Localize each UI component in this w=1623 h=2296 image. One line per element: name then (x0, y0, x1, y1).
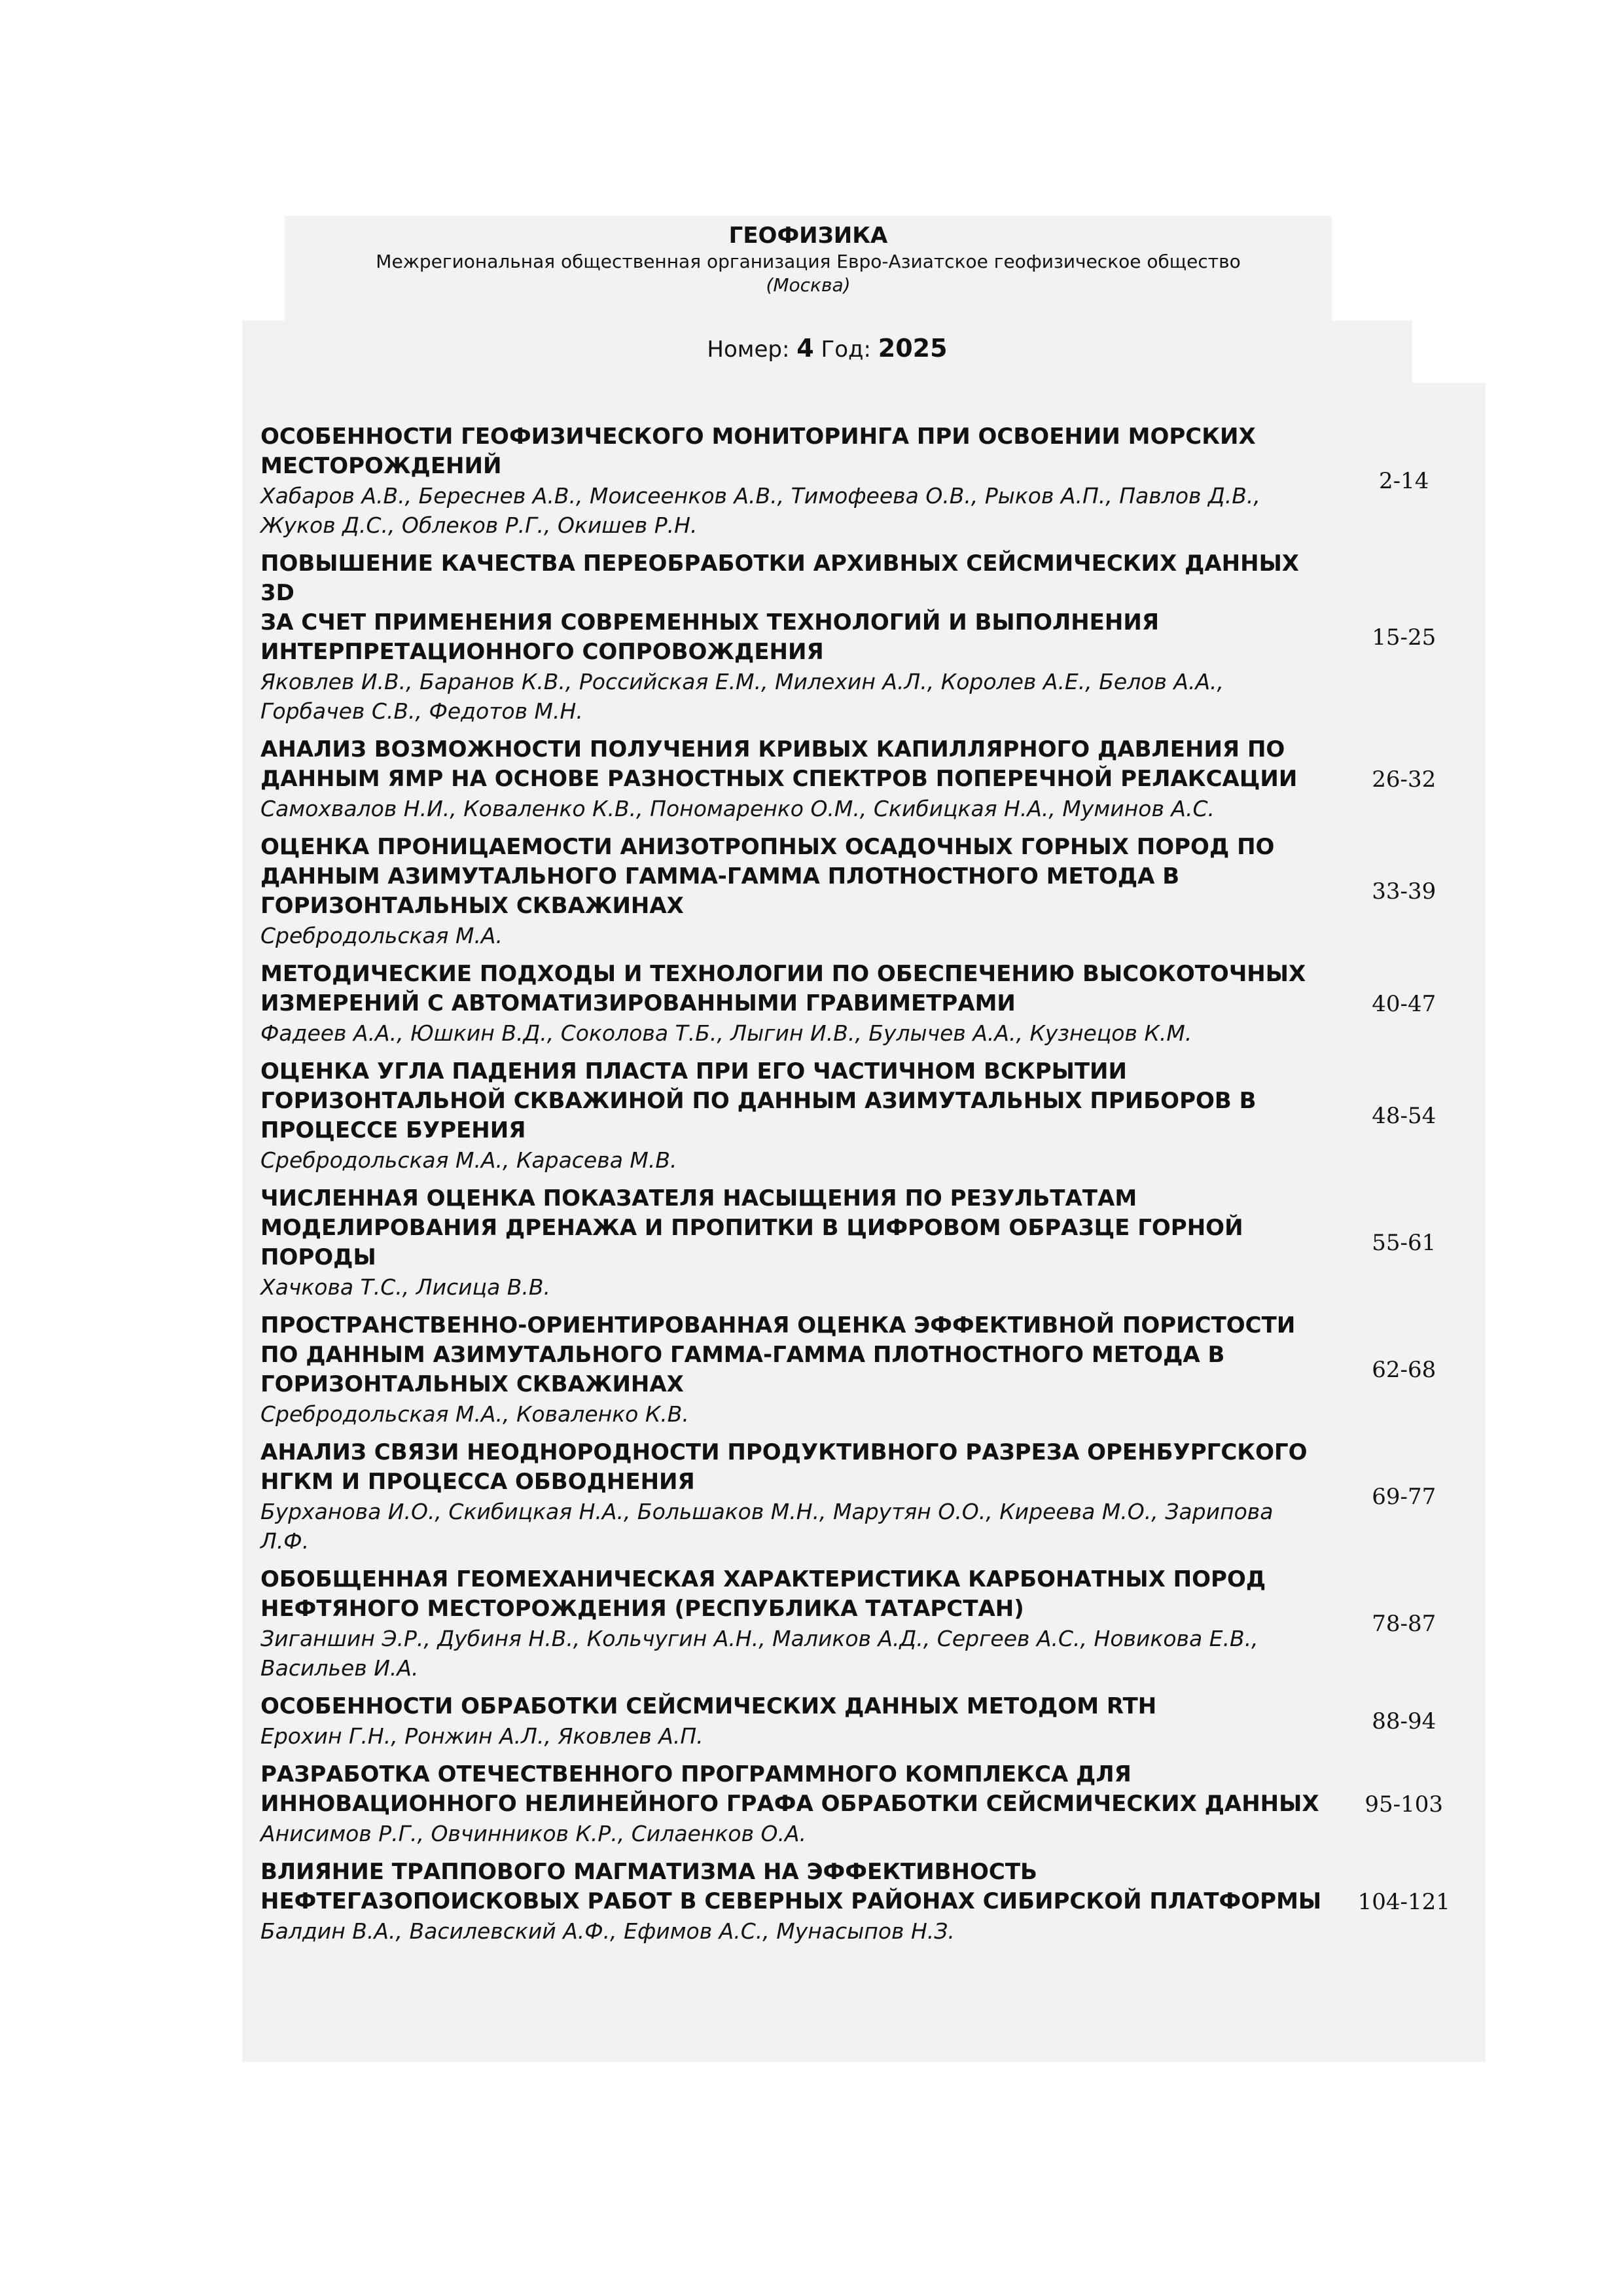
article-pages: 78-87 (1372, 1611, 1436, 1637)
journal-title: ГЕОФИЗИКА (728, 223, 888, 249)
article-title-line[interactable]: ГОРИЗОНТАЛЬНОЙ СКВАЖИНОЙ ПО ДАННЫМ АЗИМУТАЛЬНЫХ ПРИБОРОВ В (260, 1088, 1257, 1114)
article-entry[interactable] (260, 1057, 1471, 1175)
article-authors-line: Васильев И.А. (260, 1655, 419, 1681)
article-title-line[interactable]: ГОРИЗОНТАЛЬНЫХ СКВАЖИНАХ (260, 893, 684, 919)
article-title-line[interactable]: ПОРОДЫ (260, 1244, 376, 1270)
article-text (260, 1057, 1336, 1175)
article-entry[interactable] (260, 549, 1471, 726)
article-pages: 48-54 (1372, 1103, 1436, 1129)
article-title-line[interactable]: ОСОБЕННОСТИ ОБРАБОТКИ СЕЙСМИЧЕСКИХ ДАННЫХ МЕТОДОМ RTH (260, 1693, 1157, 1719)
article-text (260, 960, 1336, 1048)
article-title-line[interactable]: АНАЛИЗ СВЯЗИ НЕОДНОРОДНОСТИ ПРОДУКТИВНОГО РАЗРЕЗА ОРЕНБУРГСКОГО (260, 1439, 1308, 1465)
article-text (260, 1857, 1336, 1946)
article-title-line[interactable]: ЧИСЛЕННАЯ ОЦЕНКА ПОКАЗАТЕЛЯ НАСЫЩЕНИЯ ПО РЕЗУЛЬТАТАМ (260, 1185, 1137, 1211)
article-entry[interactable] (260, 1565, 1471, 1683)
article-authors-line: Яковлев И.В., Баранов К.В., Российская Е.М., Милехин А.Л., Королев А.Е., Белов А.А., (260, 669, 1224, 694)
article-authors-line: Горбачев С.В., Федотов М.Н. (260, 698, 583, 724)
article-title-line[interactable]: НГКМ И ПРОЦЕССА ОБВОДНЕНИЯ (260, 1469, 695, 1495)
journal-organization: Межрегиональная общественная организация Евро-Азиатское геофизическое общество (376, 251, 1241, 272)
article-title-line[interactable]: АНАЛИЗ ВОЗМОЖНОСТИ ПОЛУЧЕНИЯ КРИВЫХ КАПИЛЛЯРНОГО ДАВЛЕНИЯ ПО (260, 736, 1285, 762)
article-authors-line: Анисимов Р.Г., Овчинников К.Р., Силаенков О.А. (260, 1821, 807, 1846)
article-title-line[interactable]: ИННОВАЦИОННОГО НЕЛИНЕЙНОГО ГРАФА ОБРАБОТКИ СЕЙСМИЧЕСКИХ ДАННЫХ (260, 1791, 1319, 1817)
article-pages: 26-32 (1372, 766, 1436, 793)
article-title-line[interactable]: МЕСТОРОЖДЕНИЙ (260, 453, 502, 479)
journal-city: (Москва) (766, 274, 851, 296)
article-pages: 40-47 (1372, 990, 1436, 1017)
article-entry[interactable] (260, 1857, 1471, 1946)
article-text (260, 549, 1336, 726)
article-title-line[interactable]: ОСОБЕННОСТИ ГЕОФИЗИЧЕСКОГО МОНИТОРИНГА ПРИ ОСВОЕНИИ МОРСКИХ (260, 423, 1256, 450)
article-title-line[interactable]: ДАННЫМ АЗИМУТАЛЬНОГО ГАММА-ГАММА ПЛОТНОСТНОГО МЕТОДА В (260, 863, 1180, 889)
article-pages: 2-14 (1379, 468, 1429, 494)
issue-info (242, 321, 1412, 383)
article-authors-line: Хабаров А.В., Береснев А.В., Моисеенков А.В., Тимофеева О.В., Рыков А.П., Павлов Д.В., (260, 483, 1260, 509)
article-entry[interactable] (260, 1760, 1471, 1848)
article-authors-line: Сребродольская М.А. (260, 923, 503, 948)
article-list (260, 422, 1471, 1955)
article-authors-line: Сребродольская М.А., Коваленко К.В. (260, 1401, 689, 1427)
article-title-line[interactable]: ВЛИЯНИЕ ТРАППОВОГО МАГМАТИЗМА НА ЭФФЕКТИВНОСТЬ (260, 1859, 1037, 1885)
article-authors-line: Балдин В.А., Василевский А.Ф., Ефимов А.С., Мунасыпов Н.З. (260, 1918, 955, 1944)
table-of-contents (242, 383, 1486, 2062)
article-title-line[interactable]: ПРОЦЕССЕ БУРЕНИЯ (260, 1117, 526, 1143)
article-title-line[interactable]: РАЗРАБОТКА ОТЕЧЕСТВЕННОГО ПРОГРАММНОГО КОМПЛЕКСА ДЛЯ (260, 1761, 1132, 1787)
article-title-line[interactable]: НЕФТЯНОГО МЕСТОРОЖДЕНИЯ (РЕСПУБЛИКА ТАТАРСТАН) (260, 1596, 1024, 1622)
article-entry[interactable] (260, 1438, 1471, 1556)
article-title-line[interactable]: ОЦЕНКА УГЛА ПАДЕНИЯ ПЛАСТА ПРИ ЕГО ЧАСТИЧНОМ ВСКРЫТИИ (260, 1058, 1127, 1085)
article-title-line[interactable]: НЕФТЕГАЗОПОИСКОВЫХ РАБОТ В СЕВЕРНЫХ РАЙОНАХ СИБИРСКОЙ ПЛАТФОРМЫ (260, 1888, 1322, 1914)
article-text (260, 1760, 1336, 1848)
article-text (260, 1692, 1336, 1751)
article-title-line[interactable]: ИЗМЕРЕНИЙ С АВТОМАТИЗИРОВАННЫМИ ГРАВИМЕТРАМИ (260, 990, 1016, 1016)
article-pages: 88-94 (1372, 1708, 1436, 1734)
article-pages: 33-39 (1372, 878, 1436, 905)
article-authors-line: Жуков Д.С., Облеков Р.Г., Окишев Р.Н. (260, 512, 698, 538)
article-text (260, 833, 1336, 950)
article-title-line[interactable]: ДАННЫМ ЯМР НА ОСНОВЕ РАЗНОСТНЫХ СПЕКТРОВ ПОПЕРЕЧНОЙ РЕЛАКСАЦИИ (260, 766, 1298, 792)
article-authors-line: Хачкова Т.С., Лисица В.В. (260, 1274, 551, 1300)
article-pages: 15-25 (1372, 624, 1436, 651)
article-text (260, 1311, 1336, 1429)
journal-header (285, 216, 1332, 321)
article-text (260, 1565, 1336, 1683)
article-title-line[interactable]: МОДЕЛИРОВАНИЯ ДРЕНАЖА И ПРОПИТКИ В ЦИФРОВОМ ОБРАЗЦЕ ГОРНОЙ (260, 1215, 1243, 1241)
article-title-line[interactable]: ПОВЫШЕНИЕ КАЧЕСТВА ПЕРЕОБРАБОТКИ АРХИВНЫХ СЕЙСМИЧЕСКИХ ДАННЫХ 3D (260, 550, 1300, 606)
article-title-line[interactable]: ПО ДАННЫМ АЗИМУТАЛЬНОГО ГАММА-ГАММА ПЛОТНОСТНОГО МЕТОДА В (260, 1342, 1225, 1368)
article-authors-line: Ерохин Г.Н., Ронжин А.Л., Яковлев А.П. (260, 1723, 704, 1749)
article-authors-line: Бурханова И.О., Скибицкая Н.А., Большаков М.Н., Марутян О.О., Киреева М.О., Зарипова (260, 1499, 1274, 1524)
article-entry[interactable] (260, 960, 1471, 1048)
article-authors-line: Л.Ф. (260, 1528, 310, 1554)
article-authors-line: Фадеев А.А., Юшкин В.Д., Соколова Т.Б., Лыгин И.В., Булычев А.А., Кузнецов К.М. (260, 1020, 1192, 1046)
article-authors-line: Сребродольская М.А., Карасева М.В. (260, 1147, 677, 1173)
number-label: Номер: (707, 336, 790, 363)
issue-number: 4 (796, 334, 814, 363)
article-pages: 55-61 (1372, 1230, 1436, 1256)
article-authors-line: Самохвалов Н.И., Коваленко К.В., Пономаренко О.М., Скибицкая Н.А., Муминов А.С. (260, 796, 1215, 821)
article-title-line[interactable]: ЗА СЧЕТ ПРИМЕНЕНИЯ СОВРЕМЕННЫХ ТЕХНОЛОГИЙ И ВЫПОЛНЕНИЯ (260, 609, 1159, 636)
article-title-line[interactable]: ОБОБЩЕННАЯ ГЕОМЕХАНИЧЕСКАЯ ХАРАКТЕРИСТИКА КАРБОНАТНЫХ ПОРОД (260, 1566, 1266, 1592)
article-title-line[interactable]: ОЦЕНКА ПРОНИЦАЕМОСТИ АНИЗОТРОПНЫХ ОСАДОЧНЫХ ГОРНЫХ ПОРОД ПО (260, 834, 1275, 860)
article-title-line[interactable]: ПРОСТРАНСТВЕННО-ОРИЕНТИРОВАННАЯ ОЦЕНКА ЭФФЕКТИВНОЙ ПОРИСТОСТИ (260, 1312, 1296, 1338)
article-pages: 104-121 (1357, 1888, 1450, 1915)
article-text (260, 1438, 1336, 1556)
article-pages: 95-103 (1364, 1791, 1444, 1818)
article-entry[interactable] (260, 1692, 1471, 1751)
article-entry[interactable] (260, 1184, 1471, 1302)
article-entry[interactable] (260, 422, 1471, 540)
article-entry[interactable] (260, 735, 1471, 823)
article-title-line[interactable]: ИНТЕРПРЕТАЦИОННОГО СОПРОВОЖДЕНИЯ (260, 639, 824, 665)
article-pages: 62-68 (1372, 1357, 1436, 1383)
article-title-line[interactable]: ГОРИЗОНТАЛЬНЫХ СКВАЖИНАХ (260, 1371, 684, 1397)
article-pages: 69-77 (1372, 1484, 1436, 1510)
article-entry[interactable] (260, 833, 1471, 950)
article-authors-line: Зиганшин Э.Р., Дубиня Н.В., Кольчугин А.Н., Маликов А.Д., Сергеев А.С., Новикова Е.В., (260, 1626, 1258, 1651)
article-text (260, 735, 1336, 823)
year-label: Год: (821, 336, 871, 363)
issue-year: 2025 (878, 334, 948, 363)
article-title-line[interactable]: МЕТОДИЧЕСКИЕ ПОДХОДЫ И ТЕХНОЛОГИИ ПО ОБЕСПЕЧЕНИЮ ВЫСОКОТОЧНЫХ (260, 961, 1306, 987)
article-text (260, 1184, 1336, 1302)
article-entry[interactable] (260, 1311, 1471, 1429)
article-text (260, 422, 1336, 540)
